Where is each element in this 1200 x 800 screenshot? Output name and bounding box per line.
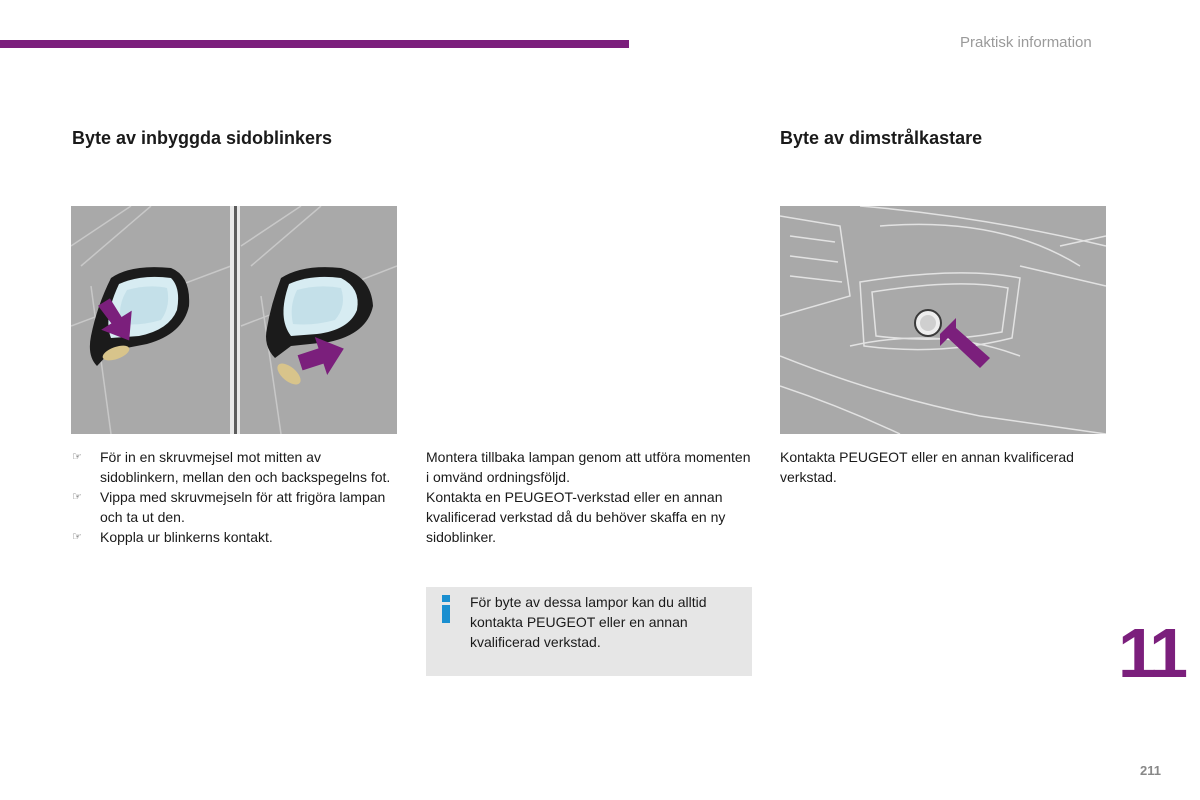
reassembly-instructions (426, 447, 756, 547)
info-text: För byte av dessa lampor kan du alltid kontakta PEUGEOT eller en annan kvalificerad verkstad. (470, 594, 707, 650)
side-mirror-illustration-svg (71, 206, 397, 434)
fog-light-illustration-svg (780, 206, 1106, 434)
workshop-paragraph: Kontakta en PEUGEOT-verkstad eller en annan kvalificerad verkstad då du behöver skaffa en ny sidoblinker. (426, 489, 726, 545)
pointing-hand-icon: ☞ (72, 451, 82, 463)
reassembly-paragraph: Montera tillbaka lampan genom att utföra momenten i omvänd ordningsföljd. (426, 449, 751, 485)
chapter-number: 11 (1118, 614, 1184, 692)
list-item (72, 447, 402, 487)
left-section-title: Byte av inbyggda sidoblinkers (72, 128, 333, 148)
list-item (72, 487, 402, 527)
header-section-title: Praktisk information (960, 34, 1092, 51)
page-number: 211 (1140, 763, 1161, 778)
list-item-text: För in en skruvmejsel mot mitten av sidoblinkern, mellan den och backspegelns fot. (100, 449, 391, 485)
info-icon (439, 595, 453, 623)
list-item-text: Vippa med skruvmejseln för att frigöra lampan och ta ut den. (100, 489, 386, 525)
right-section-title: Byte av dimstrålkastare (780, 128, 983, 148)
fog-light-illustration (780, 206, 1106, 434)
header-accent-bar (0, 40, 629, 48)
list-item (72, 527, 402, 547)
pointing-hand-icon: ☞ (72, 531, 82, 543)
fog-light-instructions: Kontakta PEUGEOT eller en annan kvalificerad verkstad. (780, 449, 1074, 485)
info-box (426, 587, 752, 676)
instruction-list (72, 447, 402, 547)
list-item-text: Koppla ur blinkerns kontakt. (100, 529, 273, 545)
side-mirror-illustration (71, 206, 397, 434)
pointing-hand-icon: ☞ (72, 491, 82, 503)
